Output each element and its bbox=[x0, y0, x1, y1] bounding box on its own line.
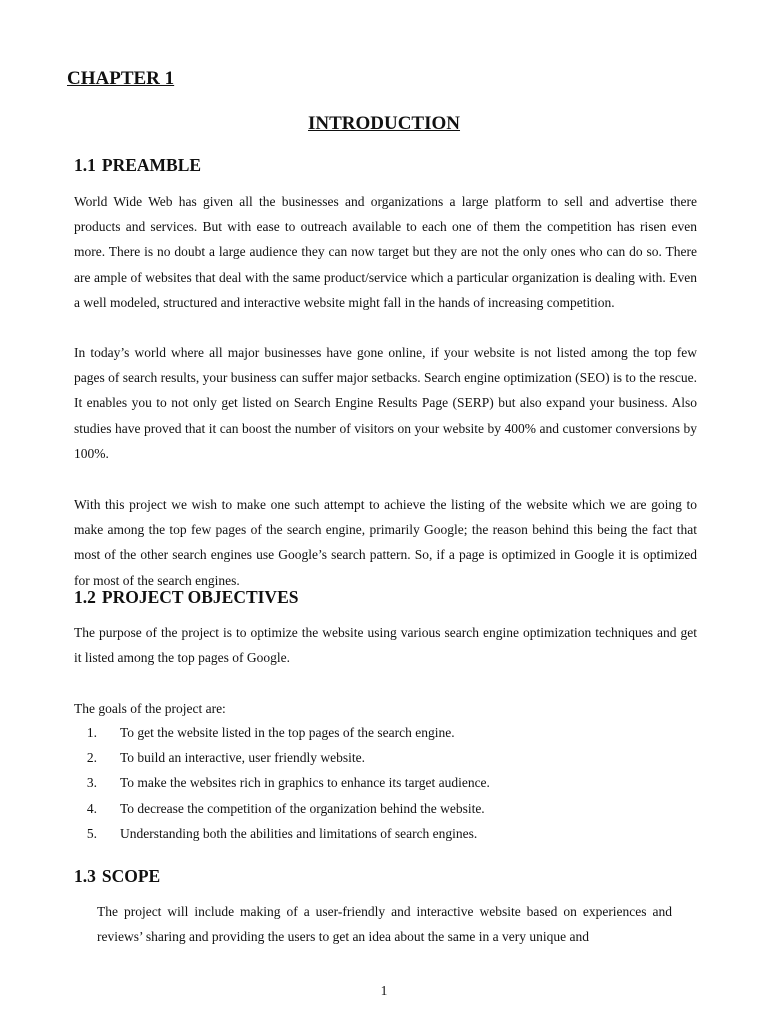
list-item bbox=[74, 821, 697, 846]
list-item-text: Understanding both the abilities and limitations of search engines. bbox=[120, 825, 478, 841]
section-title: SCOPE bbox=[101, 866, 161, 886]
list-item-number: 1. bbox=[86, 725, 97, 740]
chapter-title: INTRODUCTION bbox=[307, 113, 461, 134]
section-number: 1.3 bbox=[74, 866, 96, 886]
section-title: PREAMBLE bbox=[101, 155, 202, 175]
page-number: 1 bbox=[380, 983, 388, 998]
list-item-text: To get the website listed in the top pages of the search engine. bbox=[120, 725, 455, 740]
section-heading-preamble bbox=[74, 155, 201, 176]
chapter-heading: CHAPTER 1 bbox=[67, 68, 175, 89]
list-item-text: To build an interactive, user friendly website. bbox=[120, 750, 365, 766]
list-item-text: To decrease the competition of the organization behind the website. bbox=[120, 800, 485, 816]
section-number: 1.2 bbox=[74, 587, 96, 607]
objectives-paragraph: The purpose of the project is to optimize the website using various search engine optimization techniques and get it listed among the top pages of Google. bbox=[74, 625, 697, 666]
preamble-paragraph-1: World Wide Web has given all the businesses and organizations a large platform to sell and advertise there products and services. But with ease to outreach available to each one of them the competition has risen even more. There is no doubt a large audience they can now target but they are not the only ones who can do so. There are ample of websites that deal with the same product/service which a particular organization is dealing with. Even a well modeled, structured and interactive website might fall in the hands of increasing competition. bbox=[74, 194, 697, 310]
section-title: PROJECT OBJECTIVES bbox=[101, 587, 299, 607]
scope-paragraph: The project will include making of a user-friendly and interactive website based on experiences and reviews’ sharing and providing the users to get an idea about the same in a very unique and bbox=[97, 904, 672, 945]
list-item-number: 4. bbox=[86, 800, 97, 816]
section-number: 1.1 bbox=[74, 155, 96, 175]
section-heading-scope bbox=[74, 866, 160, 887]
goals-list bbox=[74, 720, 697, 846]
list-item-number: 3. bbox=[86, 775, 97, 791]
section-heading-objectives bbox=[74, 587, 298, 608]
list-item-number: 5. bbox=[86, 825, 97, 841]
preamble-paragraph-3: With this project we wish to make one such attempt to achieve the listing of the website which we are going to make among the top few pages of the search engine, primarily Google; the reason behind this being the fact that most of the other search engines use Google’s search pattern. So, if a page is optimized in Google it is optimized for most of the search engines. bbox=[74, 497, 697, 588]
goals-intro: The goals of the project are: bbox=[74, 701, 226, 716]
list-item bbox=[74, 796, 697, 821]
list-item bbox=[74, 745, 697, 770]
list-item bbox=[74, 720, 697, 745]
preamble-paragraph-2: In today’s world where all major businesses have gone online, if your website is not listed among the top few pages of search results, your business can suffer major setbacks. Search engine optimization (SEO) is to the rescue. It enables you to not only get listed on Search Engine Results Page (SERP) but also expand your business. Also studies have proved that it can boost the number of visitors on your website by 400% and customer conversions by 100%. bbox=[74, 345, 697, 461]
list-item-number: 2. bbox=[86, 750, 97, 766]
list-item bbox=[74, 770, 697, 795]
list-item-text: To make the websites rich in graphics to enhance its target audience. bbox=[120, 775, 490, 791]
